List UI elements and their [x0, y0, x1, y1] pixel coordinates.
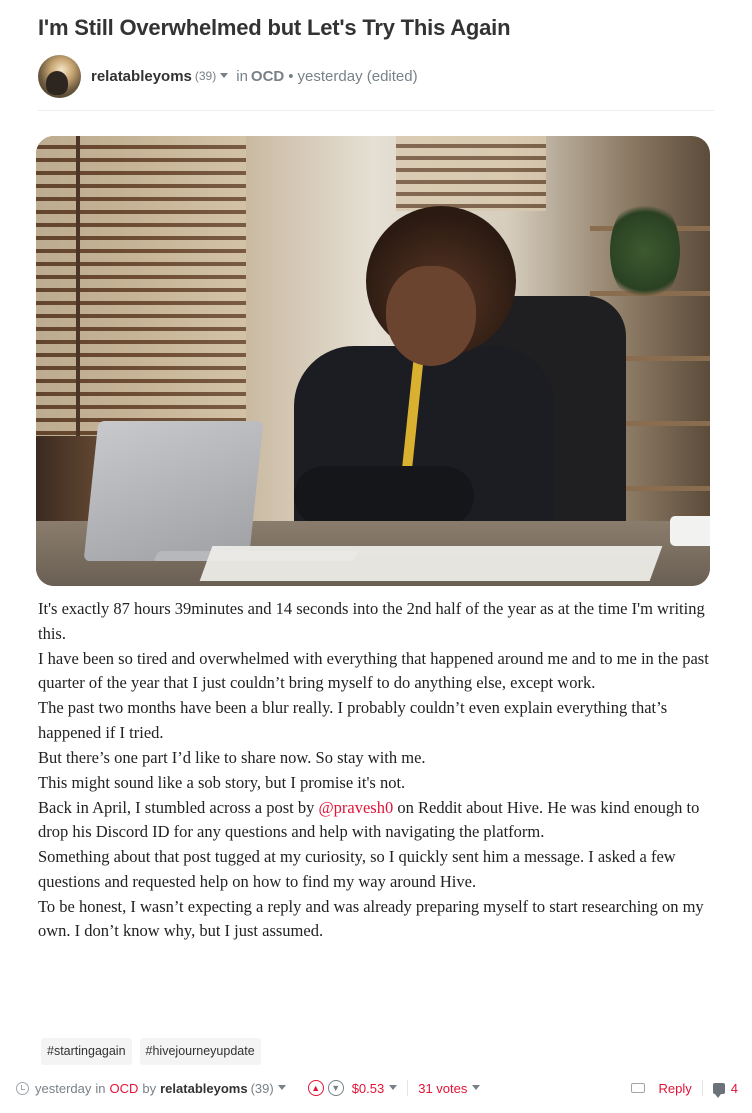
comment-icon[interactable]	[713, 1083, 725, 1094]
post-title: I'm Still Overwhelmed but Let's Try This Again	[38, 15, 511, 40]
tag-startingagain[interactable]: #startingagain	[41, 1038, 132, 1065]
paragraph: The past two months have been a blur really. I probably couldn’t even explain everything that’s happened if I tried.	[38, 698, 668, 742]
chevron-down-icon[interactable]	[278, 1085, 286, 1090]
footer-reputation: (39)	[250, 1080, 274, 1096]
divider	[38, 110, 714, 111]
upvote-icon[interactable]: ▲	[308, 1080, 324, 1096]
downvote-icon[interactable]: ▼	[328, 1080, 344, 1096]
in-label: in	[236, 67, 248, 85]
chevron-down-icon[interactable]	[472, 1085, 480, 1090]
footer-author-link[interactable]: relatableyoms	[160, 1080, 248, 1096]
reblog-icon[interactable]	[631, 1083, 645, 1093]
paragraph: To be honest, I wasn’t expecting a reply and was already preparing myself to start researching on my own. I don’t know why, but I just assumed.	[38, 896, 704, 940]
divider	[407, 1080, 408, 1096]
footer-community-link[interactable]: OCD	[109, 1080, 139, 1096]
chevron-down-icon[interactable]	[389, 1085, 397, 1090]
footer-time: yesterday	[35, 1080, 92, 1096]
author-reputation: (39)	[194, 69, 217, 83]
paragraph: It's exactly 87 hours 39minutes and 14 seconds into the 2nd half of the year as at the time I'm writing this.	[38, 599, 705, 643]
community-link[interactable]: OCD	[250, 67, 285, 85]
author-link[interactable]: relatableyoms	[91, 67, 192, 85]
clock-icon	[16, 1082, 29, 1095]
post-author-row	[38, 56, 418, 96]
reply-button[interactable]: Reply	[658, 1080, 692, 1096]
chevron-down-icon[interactable]	[220, 73, 228, 78]
divider	[702, 1080, 703, 1096]
paragraph: Back in April, I stumbled across a post by @pravesh0 on Reddit about Hive. He was kind enough to drop his Discord ID for any questions and help with navigating the platform.	[38, 797, 700, 841]
tag-list	[41, 1038, 261, 1065]
paragraph: Something about that post tugged at my curiosity, so I quickly sent him a message. I asked a few questions and requested help on how to find my way around Hive.	[38, 847, 676, 891]
post-hero-image	[36, 136, 710, 586]
avatar[interactable]	[38, 55, 81, 98]
post-time: yesterday (edited)	[297, 67, 418, 85]
footer-in-label: in	[95, 1080, 106, 1096]
paragraph: This might sound like a sob story, but I promise it's not.	[38, 772, 406, 792]
post-body	[38, 597, 714, 944]
votes-count-link[interactable]: 31 votes	[418, 1080, 468, 1096]
paragraph: I have been so tired and overwhelmed with everything that happened around me and to me in the past quarter of the year that I just couldn’t bring myself to do anything else, except work.	[38, 648, 709, 692]
user-mention-link[interactable]: @pravesh0	[318, 797, 394, 817]
dot-separator: •	[288, 67, 294, 85]
tag-hivejourneyupdate[interactable]: #hivejourneyupdate	[140, 1038, 261, 1065]
payout-value[interactable]: $0.53	[351, 1080, 385, 1096]
comment-count[interactable]: 4	[730, 1080, 738, 1096]
paragraph: But there’s one part I’d like to share now. So stay with me.	[38, 747, 426, 767]
post-footer	[16, 1077, 741, 1099]
footer-by-label: by	[142, 1080, 157, 1096]
